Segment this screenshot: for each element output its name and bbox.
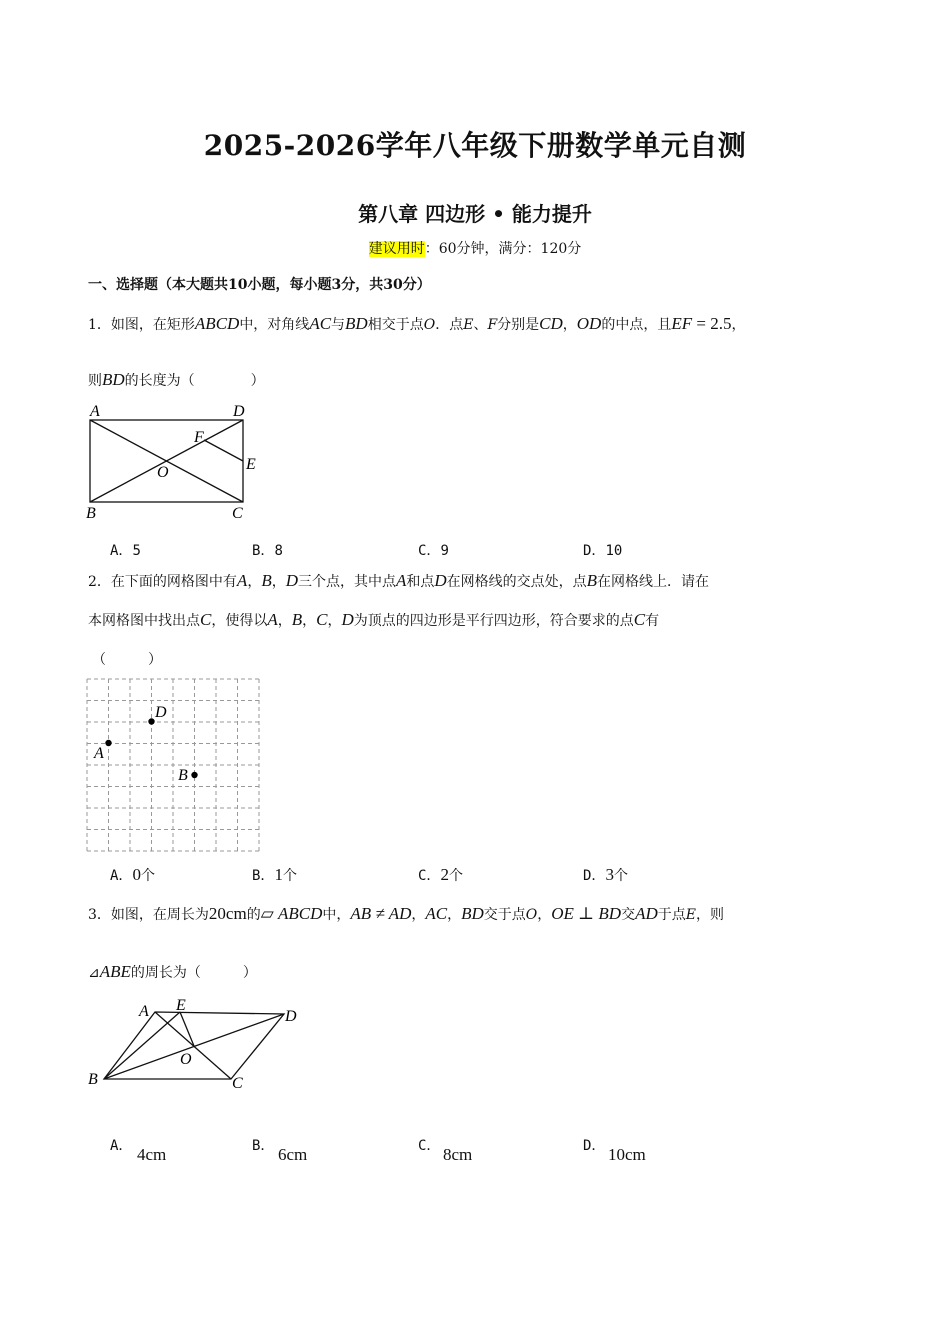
q3-option-d[interactable]: D． [583, 1138, 606, 1154]
q3-text-line2: ⊿ABE的周长为（ ） [88, 962, 257, 981]
time-score: ：60分钟，满分：120分 [424, 241, 582, 257]
label-d: D [233, 403, 245, 420]
q2-option-a[interactable]: A．0个 [110, 865, 155, 884]
point-d [148, 718, 154, 724]
label-e: E [176, 997, 186, 1014]
section-heading: 一、选择题（本大题共10小题，每小题3分，共30分） [88, 277, 431, 293]
segment-eb [104, 1012, 180, 1079]
q1-option-a[interactable]: A．5 [110, 543, 141, 559]
label-a: A [90, 403, 100, 420]
label-b: B [86, 505, 96, 522]
q1-option-c[interactable]: C．9 [418, 543, 449, 559]
label-b: B [178, 767, 188, 784]
page-title: 2025-2026学年八年级下册数学单元自测 [203, 129, 747, 162]
q3-option-b[interactable]: B． [252, 1138, 275, 1154]
q2-text-line2: 本网格图中找出点C，使得以A，B，C，D为顶点的四边形是平行四边形，符合要求的点C有 [88, 610, 660, 629]
label-b: B [88, 1071, 98, 1088]
label-d: D [285, 1008, 297, 1025]
q3-option-a[interactable]: A． [110, 1138, 133, 1154]
grid-lines [87, 679, 259, 851]
point-a [105, 740, 111, 746]
q2-option-c[interactable]: C．2个 [418, 865, 463, 884]
q3-option-b-value[interactable]: 6cm [278, 1145, 308, 1164]
q1-text-line2: 则BD的长度为（ ） [88, 370, 265, 389]
q1-text-line1: 1．如图，在矩形ABCD中，对角线AC与BD相交于点O．点E、F分别是CD，OD的中点，且EF = 2.5， [88, 314, 746, 333]
q2-option-b[interactable]: B．1个 [252, 865, 297, 884]
label-f: F [194, 429, 204, 446]
time-label: 建议用时 [368, 241, 425, 257]
label-o: O [157, 464, 169, 481]
q2-text-line1: 2．在下面的网格图中有A，B，D三个点，其中点A和点D在网格线的交点处，点B在网格线上．请在 [88, 571, 710, 590]
label-c: C [232, 1075, 243, 1092]
label-e: E [246, 456, 256, 473]
q3-text-line1: 3．如图，在周长为20cm的▱ ABCD中，AB ≠ AD，AC，BD交于点O，OE ⊥ BD交AD于点E，则 [88, 904, 724, 923]
q3-parallelogram-figure [84, 994, 314, 1094]
chapter-subtitle: 第八章 四边形 • 能力提升 [358, 202, 592, 226]
time-info [0, 238, 950, 258]
q1-option-d[interactable]: D．10 [583, 543, 623, 559]
label-a: A [94, 745, 104, 762]
label-o: O [180, 1051, 192, 1068]
label-a: A [139, 1003, 149, 1020]
label-d: D [155, 704, 167, 721]
q2-text-line3: （ ） [92, 652, 162, 668]
q2-option-d[interactable]: D．3个 [583, 865, 628, 884]
q3-option-c-value[interactable]: 8cm [443, 1145, 473, 1164]
diagonal-ac [155, 1012, 231, 1079]
label-c: C [232, 505, 243, 522]
q1-option-b[interactable]: B．8 [252, 543, 283, 559]
q1-rectangle-figure [84, 400, 274, 525]
q2-grid-figure [84, 676, 264, 856]
point-b [191, 772, 197, 778]
q3-option-c[interactable]: C． [418, 1138, 441, 1154]
q3-option-d-value[interactable]: 10cm [608, 1145, 646, 1164]
segment-fe [204, 440, 243, 461]
q3-option-a-value[interactable]: 4cm [137, 1145, 167, 1164]
